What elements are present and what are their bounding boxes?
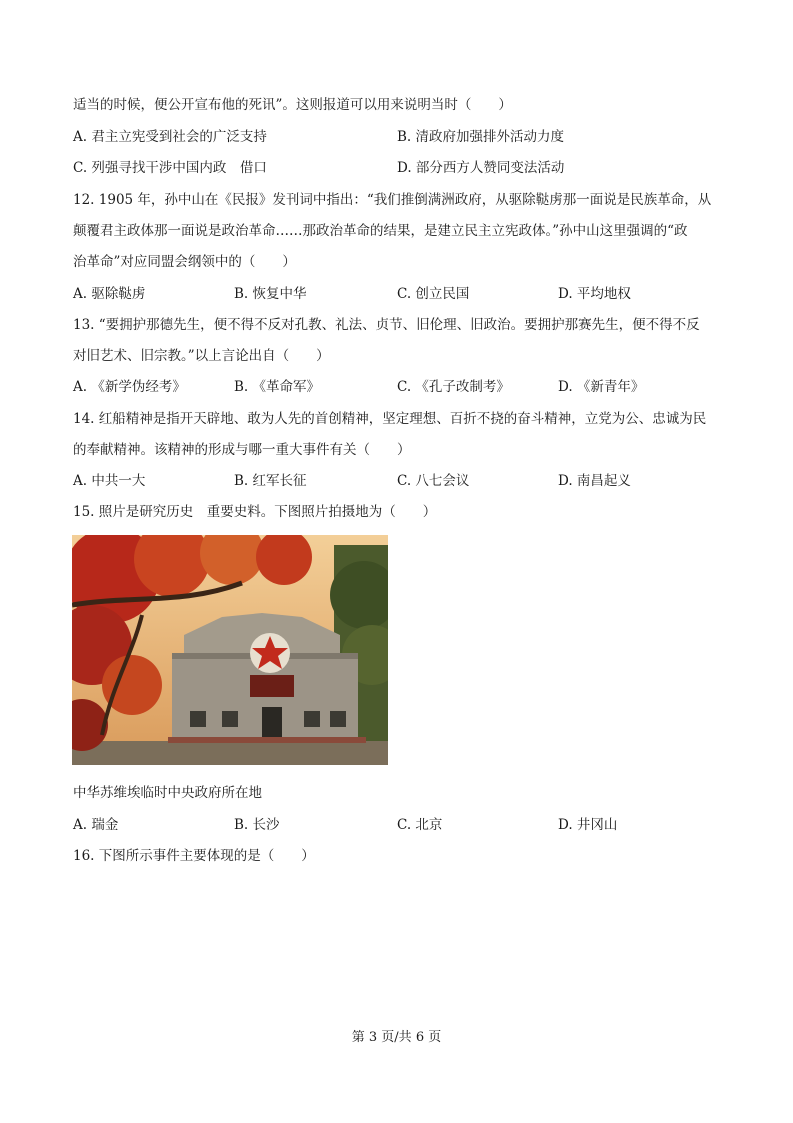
q13-option-c[interactable]: C. 《孔子改制考》: [397, 379, 510, 395]
q12-option-a[interactable]: A. 驱除鞑虏: [73, 286, 146, 302]
q14-option-d[interactable]: D. 南昌起义: [558, 473, 631, 489]
q12-stem-line-3: 治革命”对应同盟会纲领中的（ ）: [73, 254, 296, 270]
q15-option-c[interactable]: C. 北京: [397, 817, 443, 833]
q12-stem-line-2: 颠覆君主政体那一面说是政治革命……那政治革命的结果，是建立民主立宪政体。”孙中山这里强调的“政: [73, 223, 688, 239]
q14-stem-line-2: 的奉献精神。该精神的形成与哪一重大事件有关（ ）: [73, 442, 411, 458]
photo-illustration: [72, 535, 388, 765]
q11-option-c[interactable]: C. 列强寻找干涉中国内政 借口: [73, 160, 267, 176]
q13-option-a[interactable]: A. 《新学伪经考》: [73, 379, 186, 395]
q15-option-a[interactable]: A. 瑞金: [73, 817, 119, 833]
q12-option-c[interactable]: C. 创立民国: [397, 286, 470, 302]
q11-option-d[interactable]: D. 部分西方人赞同变法活动: [397, 160, 565, 176]
q14-option-a[interactable]: A. 中共一大: [73, 473, 146, 489]
q15-option-d[interactable]: D. 井冈山: [558, 817, 618, 833]
q12-option-d[interactable]: D. 平均地权: [558, 286, 631, 302]
q15-photo-caption: 中华苏维埃临时中央政府所在地: [73, 785, 262, 801]
q13-option-b[interactable]: B. 《革命军》: [234, 379, 321, 395]
q11-option-a[interactable]: A. 君主立宪受到社会的广泛支持: [73, 129, 267, 145]
q12-option-b[interactable]: B. 恢复中华: [234, 286, 307, 302]
q11-stem-tail: 适当的时候，便公开宣布他的死讯”。这则报道可以用来说明当时（ ）: [73, 97, 512, 113]
q13-stem-line-2: 对旧艺术、旧宗教。”以上言论出自（ ）: [73, 348, 330, 364]
q13-option-d[interactable]: D. 《新青年》: [558, 379, 645, 395]
ruijin-government-photo: [72, 535, 388, 765]
q12-stem-line-1: 12. 1905 年，孙中山在《民报》发刊词中指出：“我们推倒满洲政府，从驱除鞑虏那一面说是民族革命，从: [73, 192, 712, 208]
q14-stem-line-1: 14. 红船精神是指开天辟地、敢为人先的首创精神，坚定理想、百折不挠的奋斗精神，立党为公、忠诚为民: [73, 411, 707, 427]
q14-option-b[interactable]: B. 红军长征: [234, 473, 307, 489]
q13-stem-line-1: 13. “要拥护那德先生，便不得不反对孔教、礼法、贞节、旧伦理、旧政治。要拥护那赛先生，便不得不反: [73, 317, 700, 333]
q16-stem: 16. 下图所示事件主要体现的是（ ）: [73, 848, 315, 864]
q15-stem: 15. 照片是研究历史 重要史料。下图照片拍摄地为（ ）: [73, 504, 437, 520]
page-footer: 第 3 页/共 6 页: [351, 1030, 442, 1045]
q11-option-b[interactable]: B. 清政府加强排外活动力度: [397, 129, 565, 145]
q15-option-b[interactable]: B. 长沙: [234, 817, 280, 833]
q14-option-c[interactable]: C. 八七会议: [397, 473, 470, 489]
